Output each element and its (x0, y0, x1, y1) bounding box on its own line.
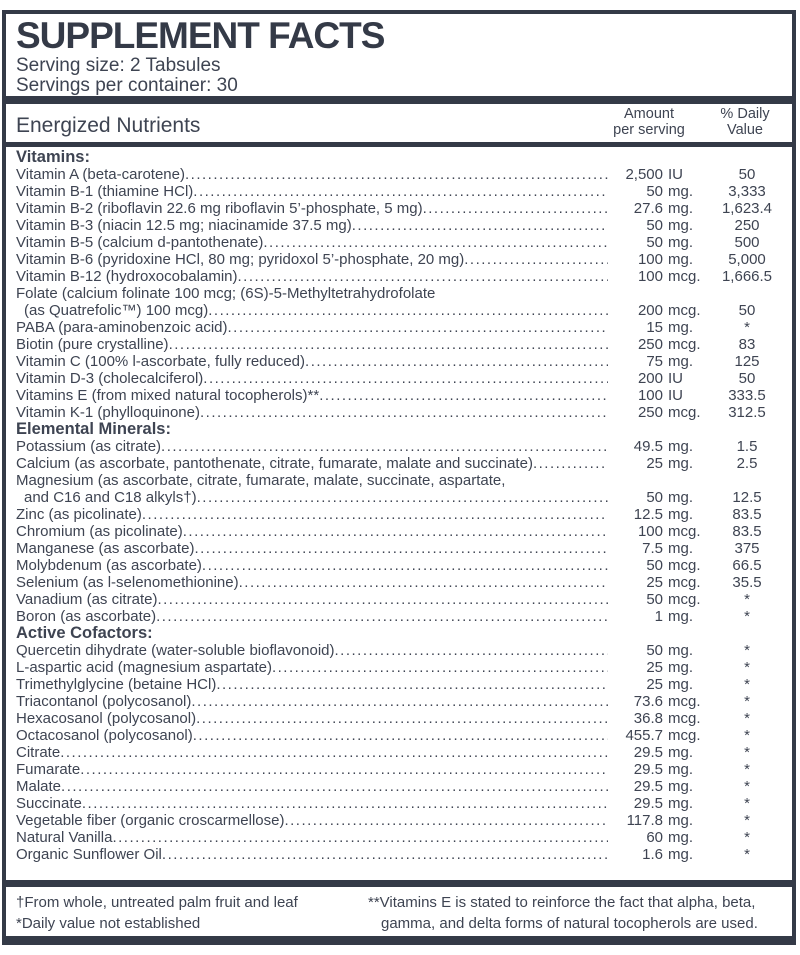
nutrient-name: Vitamin B-12 (hydroxocobalamin) (16, 268, 238, 285)
section-title: Vitamins: (16, 148, 90, 166)
table-row (16, 353, 786, 370)
dot-leader (194, 540, 608, 557)
nutrient-amount: 50 (646, 234, 663, 251)
nutrient-name: Vanadium (as citrate) (16, 591, 158, 608)
nutrient-amount: 250 (637, 336, 663, 353)
nutrient-name: Octacosanol (polycosanol) (16, 727, 193, 744)
nutrient-daily-value: * (744, 744, 750, 761)
nutrient-unit: mg. (668, 234, 694, 251)
dot-leader (183, 523, 608, 540)
nutrient-amount: 1 (654, 608, 663, 625)
table-row (16, 659, 786, 676)
nutrient-amount: 15 (646, 319, 663, 336)
nutrient-amount: 49.5 (633, 438, 663, 455)
nutrient-unit: mg. (668, 489, 694, 506)
dot-leader (238, 268, 609, 285)
dot-leader (156, 608, 608, 625)
table-row (16, 523, 786, 540)
nutrient-unit: mcg. (668, 557, 701, 574)
nutrient-amount: 1.6 (642, 846, 663, 863)
nutrient-name: Potassium (as citrate) (16, 438, 162, 455)
nutrient-amount: 455.7 (625, 727, 663, 744)
nutrient-unit: mcg. (668, 591, 701, 608)
nutrient-name: Triacontanol (polycosanol) (16, 693, 192, 710)
table-row (16, 693, 786, 710)
column-header-amount (594, 106, 704, 138)
table-row (16, 642, 786, 659)
table-row (16, 676, 786, 693)
nutrient-amount: 250 (637, 404, 663, 421)
footnotes (6, 887, 792, 936)
nutrient-daily-value: * (744, 727, 750, 744)
nutrient-daily-value: * (744, 608, 750, 625)
nutrient-daily-value: * (744, 319, 750, 336)
table-row (16, 370, 786, 387)
dot-leader (319, 387, 608, 404)
dot-leader (162, 846, 608, 863)
nutrient-amount: 29.5 (633, 795, 663, 812)
dot-leader (60, 744, 608, 761)
nutrient-unit: IU (668, 166, 683, 183)
nutrient-unit: mg. (668, 829, 694, 846)
dot-leader (61, 778, 608, 795)
table-row (16, 455, 786, 472)
nutrient-amount: 75 (646, 353, 663, 370)
nutrient-name-line2: and C16 and C18 alkyls†) (24, 489, 197, 506)
footnotes-left (16, 892, 368, 934)
divider-top (6, 96, 792, 104)
dot-leader (193, 183, 608, 200)
dot-leader (161, 438, 608, 455)
nutrient-unit: mg. (668, 506, 694, 523)
nutrient-unit: mg. (668, 455, 694, 472)
nutrient-amount: 25 (646, 676, 663, 693)
table-row (16, 217, 786, 234)
nutrient-amount: 60 (646, 829, 663, 846)
section-header-row (16, 149, 786, 166)
nutrient-unit: mg. (668, 676, 694, 693)
nutrient-name: Citrate (16, 744, 61, 761)
nutrient-name: Malate (16, 778, 62, 795)
nutrient-unit: mg. (668, 251, 694, 268)
nutrient-unit: mcg. (668, 710, 701, 727)
dot-leader (263, 234, 608, 251)
nutrient-daily-value: 83.5 (732, 506, 762, 523)
dot-leader (80, 761, 608, 778)
table-row (16, 540, 786, 557)
nutrient-name: Chromium (as picolinate) (16, 523, 183, 540)
dot-leader (203, 370, 608, 387)
nutrient-unit: mg. (668, 200, 694, 217)
nutrient-amount: 117.8 (626, 812, 663, 829)
divider-footer (6, 880, 792, 887)
nutrient-amount: 50 (646, 183, 663, 200)
nutrient-unit: mcg. (668, 268, 701, 285)
nutrient-amount: 50 (646, 642, 663, 659)
nutrient-daily-value: * (744, 591, 750, 608)
table-row (16, 387, 786, 404)
nutrient-name: Vitamins E (from mixed natural tocopherols)** (16, 387, 320, 404)
footnote-vitamin-e-line2: gamma, and delta forms of natural tocopherols are used. (381, 915, 758, 932)
nutrient-amount: 7.5 (642, 540, 663, 557)
nutrient-name: Biotin (pure crystalline) (16, 336, 169, 353)
dot-leader (196, 710, 608, 727)
dot-leader (352, 217, 608, 234)
nutrient-daily-value: 83.5 (732, 523, 762, 540)
table-row (16, 438, 786, 455)
nutrient-name: Vitamin B-6 (pyridoxine HCl, 80 mg; pyridoxol 5’-phosphate, 20 mg) (16, 251, 465, 268)
footnote-daily-value: *Daily value not established (16, 915, 201, 932)
nutrient-daily-value: * (744, 829, 750, 846)
section-header-row (16, 625, 786, 642)
nutrient-name-line2: (as Quatrefolic™) 100 mcg) (24, 302, 209, 319)
dot-leader (82, 795, 608, 812)
column-header-daily-value (704, 106, 786, 138)
nutrient-daily-value: * (744, 795, 750, 812)
nutrient-name: PABA (para-aminobenzoic acid) (16, 319, 228, 336)
nutrient-daily-value: 12.5 (732, 489, 762, 506)
nutrient-name: Molybdenum (as ascorbate) (16, 557, 202, 574)
nutrient-daily-value: * (744, 778, 750, 795)
nutrient-daily-value: * (744, 659, 750, 676)
nutrient-daily-value: 333.5 (728, 387, 766, 404)
nutrient-amount: 25 (646, 659, 663, 676)
label-header (6, 14, 792, 96)
table-row (16, 557, 786, 574)
nutrient-amount: 100 (637, 251, 663, 268)
section-header-row (16, 421, 786, 438)
nutrient-daily-value: 66.5 (732, 557, 762, 574)
nutrient-amount: 200 (637, 370, 663, 387)
dot-leader (239, 574, 608, 591)
nutrient-unit: mg. (668, 438, 694, 455)
dot-leader (157, 591, 608, 608)
nutrient-amount: 50 (646, 557, 663, 574)
nutrient-daily-value: 1.5 (736, 438, 758, 455)
dot-leader (272, 659, 608, 676)
nutrient-name: Calcium (as ascorbate, pantothenate, citrate, fumarate, malate and succinate) (16, 455, 533, 472)
dot-leader (208, 302, 608, 319)
footnotes-right (368, 892, 784, 934)
nutrient-name: Trimethylglycine (betaine HCl) (16, 676, 217, 693)
nutrient-daily-value: 5,000 (728, 251, 766, 268)
nutrient-name: L-aspartic acid (magnesium aspartate) (16, 659, 272, 676)
dot-leader (185, 166, 608, 183)
nutrient-daily-value: * (744, 676, 750, 693)
table-row (16, 472, 786, 506)
table-row (16, 727, 786, 744)
page-title: SUPPLEMENT FACTS (16, 15, 385, 56)
column-header-dv-line2: Value (726, 122, 763, 138)
nutrient-name: Selenium (as l-selenomethionine) (16, 574, 239, 591)
nutrient-name: Hexacosanol (polycosanol) (16, 710, 197, 727)
table-row (16, 574, 786, 591)
table-row (16, 744, 786, 761)
table-row (16, 285, 786, 319)
footnote-vitamin-e-line1: **Vitamins E is stated to reinforce the fact that alpha, beta, (368, 894, 756, 911)
nutrient-name: Manganese (as ascorbate) (16, 540, 195, 557)
column-header-amount-line1: Amount (624, 106, 674, 122)
nutrient-name: Vitamin C (100% l-ascorbate, fully reduced) (16, 353, 306, 370)
nutrient-daily-value: 50 (738, 302, 756, 319)
nutrient-amount: 27.6 (633, 200, 663, 217)
nutrient-amount: 29.5 (633, 761, 663, 778)
nutrient-unit: IU (668, 370, 683, 387)
nutrient-unit: mcg. (668, 404, 701, 421)
nutrient-amount: 50 (646, 591, 663, 608)
table-row (16, 829, 786, 846)
nutrient-unit: mg. (668, 761, 694, 778)
nutrient-name: Vitamin D-3 (cholecalciferol) (16, 370, 204, 387)
nutrient-unit: mg. (668, 846, 694, 863)
dot-leader (112, 829, 608, 846)
nutrient-daily-value: 50 (738, 166, 756, 183)
nutrient-name: Vitamin K-1 (phylloquinone) (16, 404, 200, 421)
dot-leader (142, 506, 608, 523)
dot-leader (193, 727, 608, 744)
serving-size: Serving size: 2 Tabsules (16, 55, 221, 76)
nutrient-unit: mcg. (668, 727, 701, 744)
table-row (16, 591, 786, 608)
nutrient-name: Natural Vanilla (16, 829, 113, 846)
nutrient-daily-value: * (744, 761, 750, 778)
dot-leader (284, 812, 608, 829)
nutrient-name: Folate (calcium folinate 100 mcg; (6S)-5-Methyltetrahydrofolate (16, 285, 436, 302)
table-row (16, 268, 786, 285)
nutrient-unit: mg. (668, 659, 694, 676)
column-header-amount-line2: per serving (613, 122, 685, 138)
column-header-nutrients: Energized Nutrients (16, 114, 201, 137)
nutrient-name: Vitamin B-5 (calcium d-pantothenate) (16, 234, 264, 251)
nutrient-amount: 2,500 (625, 166, 663, 183)
nutrient-unit: mg. (668, 795, 694, 812)
nutrient-daily-value: 312.5 (728, 404, 766, 421)
dot-leader (464, 251, 608, 268)
nutrient-name: Vitamin B-1 (thiamine HCl) (16, 183, 194, 200)
dot-leader (200, 404, 608, 421)
footnote-dagger: †From whole, untreated palm fruit and leaf (16, 894, 298, 911)
nutrient-amount: 25 (646, 574, 663, 591)
nutrient-name: Organic Sunflower Oil (16, 846, 162, 863)
nutrient-daily-value: 50 (738, 370, 756, 387)
servings-per-container: Servings per container: 30 (16, 75, 238, 96)
table-row (16, 795, 786, 812)
nutrient-daily-value: 375 (734, 540, 760, 557)
nutrient-unit: mg. (668, 642, 694, 659)
nutrient-unit: mcg. (668, 302, 701, 319)
nutrient-daily-value: 250 (734, 217, 760, 234)
nutrient-unit: mcg. (668, 523, 701, 540)
table-row (16, 319, 786, 336)
nutrient-daily-value: 125 (734, 353, 760, 370)
nutrient-daily-value: 3,333 (728, 183, 766, 200)
column-header-row (6, 104, 792, 142)
table-row (16, 846, 786, 863)
dot-leader (533, 455, 608, 472)
nutrient-unit: mg. (668, 540, 694, 557)
nutrient-unit: mg. (668, 608, 694, 625)
nutrient-name: Boron (as ascorbate) (16, 608, 157, 625)
nutrient-amount: 25 (646, 455, 663, 472)
nutrient-amount: 50 (646, 217, 663, 234)
dot-leader (197, 489, 608, 506)
table-row (16, 506, 786, 523)
nutrient-amount: 100 (637, 523, 663, 540)
table-row (16, 404, 786, 421)
table-row (16, 761, 786, 778)
nutrient-unit: mg. (668, 183, 694, 200)
dot-leader (423, 200, 608, 217)
nutrient-amount: 100 (637, 268, 663, 285)
dot-leader (191, 693, 608, 710)
nutrient-amount: 12.5 (633, 506, 663, 523)
nutrient-daily-value: * (744, 642, 750, 659)
table-row (16, 251, 786, 268)
nutrient-amount: 73.6 (633, 693, 663, 710)
table-row (16, 336, 786, 353)
nutrient-amount: 100 (637, 387, 663, 404)
table-row (16, 200, 786, 217)
nutrient-daily-value: * (744, 710, 750, 727)
dot-leader (305, 353, 608, 370)
nutrient-daily-value: * (744, 693, 750, 710)
nutrient-unit: mg. (668, 812, 694, 829)
nutrient-daily-value: 2.5 (736, 455, 758, 472)
nutrient-amount: 200 (637, 302, 663, 319)
nutrient-unit: IU (668, 387, 683, 404)
nutrient-daily-value: 83 (738, 336, 756, 353)
dot-leader (169, 336, 608, 353)
nutrient-daily-value: 35.5 (732, 574, 762, 591)
table-row (16, 778, 786, 795)
nutrient-unit: mcg. (668, 336, 701, 353)
nutrient-amount: 36.8 (633, 710, 663, 727)
dot-leader (228, 319, 609, 336)
table-row (16, 812, 786, 829)
nutrient-daily-value: 1,666.5 (721, 268, 773, 285)
supplement-facts-label (2, 10, 796, 945)
nutrient-unit: mcg. (668, 574, 701, 591)
nutrient-name: Fumarate (16, 761, 81, 778)
section-title: Active Cofactors: (16, 624, 153, 642)
nutrient-daily-value: 1,623.4 (721, 200, 773, 217)
nutrient-name: Zinc (as picolinate) (16, 506, 142, 523)
nutrient-unit: mcg. (668, 693, 701, 710)
nutrient-unit: mg. (668, 778, 694, 795)
nutrient-amount: 50 (646, 489, 663, 506)
nutrient-unit: mg. (668, 319, 694, 336)
table-row (16, 710, 786, 727)
nutrient-name: Vitamin A (beta-carotene) (16, 166, 185, 183)
nutrient-amount: 29.5 (633, 744, 663, 761)
column-header-dv-line1: % Daily (720, 106, 770, 122)
nutrient-name: Vitamin B-3 (niacin 12.5 mg; niacinamide 37.5 mg) (16, 217, 352, 234)
dot-leader (216, 676, 608, 693)
nutrient-daily-value: * (744, 812, 750, 829)
table-row (16, 166, 786, 183)
nutrient-daily-value: * (744, 846, 750, 863)
nutrient-unit: mg. (668, 744, 694, 761)
table-row (16, 608, 786, 625)
table-row (16, 234, 786, 251)
nutrient-name: Succinate (16, 795, 82, 812)
nutrient-name: Quercetin dihydrate (water-soluble bioflavonoid) (16, 642, 335, 659)
nutrient-unit: mg. (668, 217, 694, 234)
nutrient-amount: 29.5 (633, 778, 663, 795)
nutrient-name: Vegetable fiber (organic croscarmellose) (16, 812, 285, 829)
nutrient-name: Magnesium (as ascorbate, citrate, fumarate, malate, succinate, aspartate, (16, 472, 506, 489)
nutrient-name: Vitamin B-2 (riboflavin 22.6 mg riboflavin 5’-phosphate, 5 mg) (16, 200, 423, 217)
dot-leader (202, 557, 608, 574)
section-title: Elemental Minerals: (16, 420, 171, 438)
dot-leader (335, 642, 608, 659)
nutrient-daily-value: 500 (734, 234, 760, 251)
table-row (16, 183, 786, 200)
nutrient-unit: mg. (668, 353, 694, 370)
nutrient-rows (6, 147, 792, 880)
